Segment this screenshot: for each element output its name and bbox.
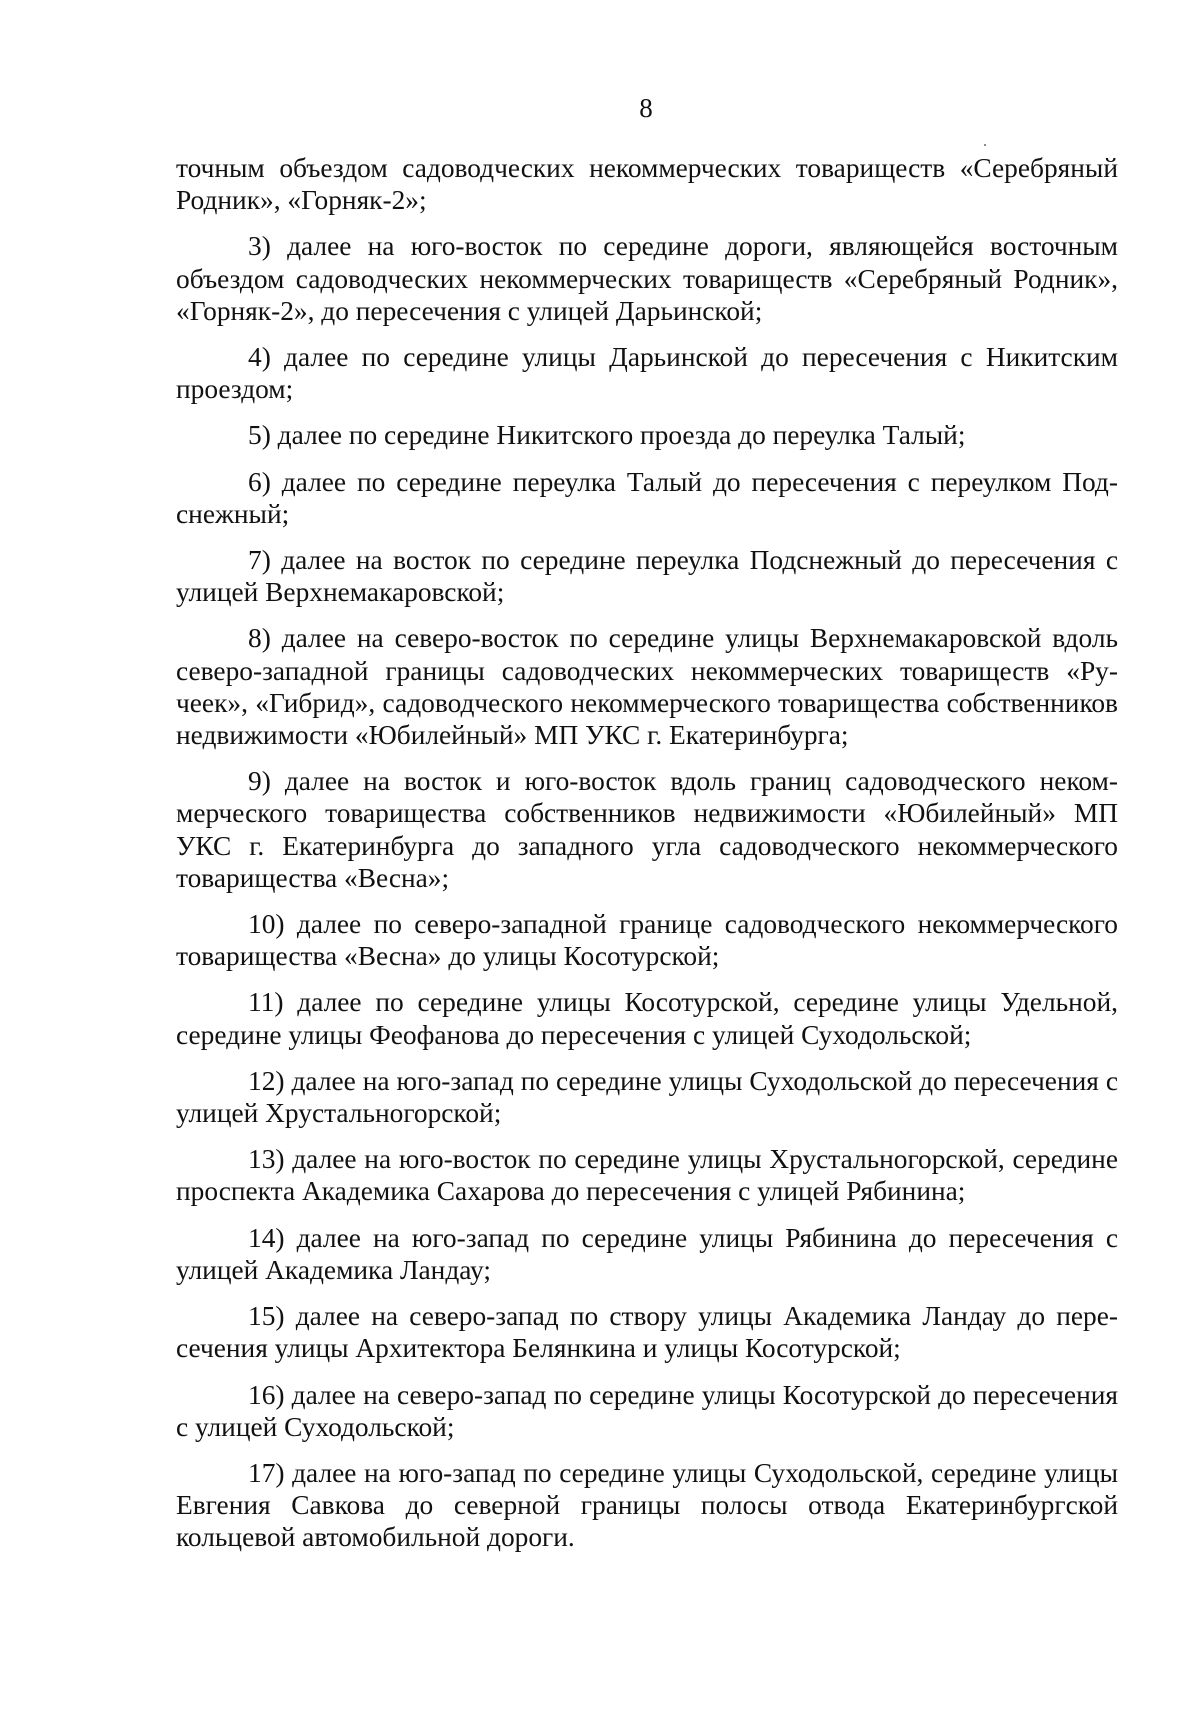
paragraph-item-12: 12) далее на юго-запад по середине улицы Суходольской до пересечения с улицей Хрустальногорской; bbox=[176, 1065, 1118, 1129]
paragraph-item-4: 4) далее по середине улицы Дарьинской до пересечения с Никитским проездом; bbox=[176, 342, 1118, 405]
scan-speck bbox=[984, 144, 986, 146]
paragraph-item-10: 10) далее по северо-западной границе садоводческого некоммерческого товарищества «Весна» до улицы Косотурской; bbox=[176, 909, 1118, 972]
paragraph-item-17: 17) далее на юго-запад по середине улицы Суходольской, середине улицы Евгения Савкова до северной границы полосы отвода Екатеринбургской кольцевой автомобильной дороги. bbox=[176, 1457, 1118, 1553]
paragraph-continuation: точным объездом садоводческих некоммерческих товариществ «Серебряный Родник», «Горняк-2»; bbox=[176, 153, 1118, 216]
paragraph-item-9: 9) далее на восток и юго-восток вдоль границ садоводческого некоммерческого товарищества собственников недвижимости «Юбилейный» МП УКС г. Екатеринбурга до западного угла садоводческого некоммерческого товарищества «Весна»; bbox=[176, 766, 1118, 893]
page-number: 8 bbox=[639, 93, 653, 123]
paragraph-item-6: 6) далее по середине переулка Талый до пересечения с переулком Подснежный; bbox=[176, 466, 1118, 529]
document-body bbox=[176, 152, 1118, 1568]
paragraph-item-8: 8) далее на северо-восток по середине улицы Верхнемакаровской вдоль северо-западной границы садоводческих некоммерческих товариществ «Ручеек», «Гибрид», садоводческого некоммерческого товарищества собственников недвижимости «Юбилейный» МП УКС г. Екатеринбурга; bbox=[176, 623, 1118, 751]
paragraph-item-11: 11) далее по середине улицы Косотурской, середине улицы Удельной, середине улицы Феофанова до пересечения с улицей Суходольской; bbox=[176, 987, 1118, 1050]
paragraph-item-7: 7) далее на восток по середине переулка Подснежный до пересечения с улицей Верхнемакаровской; bbox=[176, 545, 1118, 608]
paragraph-item-16: 16) далее на северо-запад по середине улицы Косотурской до пересечения с улицей Суходольской; bbox=[176, 1379, 1118, 1442]
paragraph-item-5: 5) далее по середине Никитского проезда до переулка Талый; bbox=[248, 420, 966, 451]
paragraph-item-15: 15) далее на северо-запад по створу улицы Академика Ландау до пересечения улицы Архитектора Белянкина и улицы Косотурской; bbox=[176, 1301, 1118, 1364]
paragraph-item-13: 13) далее на юго-восток по середине улицы Хрустальногорской, середине проспекта Академика Сахарова до пересечения с улицей Рябинина; bbox=[176, 1144, 1118, 1207]
paragraph-item-3: 3) далее на юго-восток по середине дороги, являющейся восточным объездом садоводческих некоммерческих товариществ «Серебряный Родник», «Горняк-2», до пересечения с улицей Дарьинской; bbox=[176, 231, 1118, 326]
paragraph-item-14: 14) далее на юго-запад по середине улицы Рябинина до пересечения с улицей Академика Ландау; bbox=[176, 1222, 1118, 1285]
